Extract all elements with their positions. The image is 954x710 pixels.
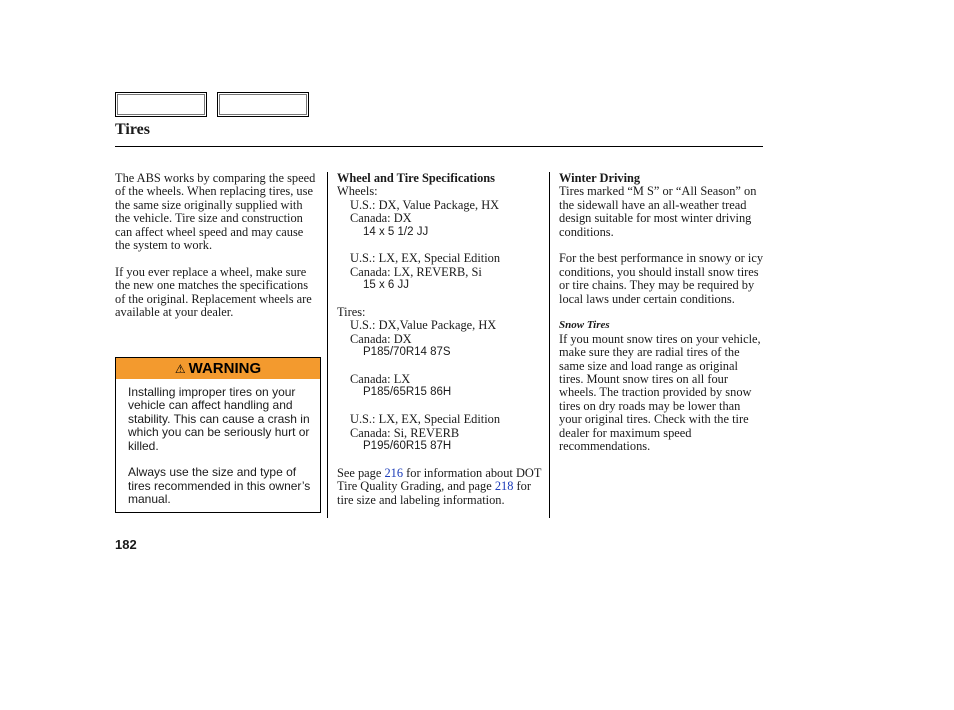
tires-label: Tires: [337, 305, 366, 320]
winter-paragraph-2: For the best performance in snowy or icy conditions, you should install snow tires or tire chains. They may be required by local laws under certain conditions. [559, 251, 764, 306]
column-1 [115, 172, 320, 319]
winter-driving-heading: Winter Driving [559, 171, 641, 185]
nav-button-next[interactable] [217, 92, 309, 117]
wheel-spec-2-model: U.S.: LX, EX, Special Edition [350, 251, 501, 266]
snow-tires-paragraph: If you mount snow tires on your vehicle, make sure they are radial tires of the same size and load range as original tires. Mount snow tires on all four wheels. The traction provided by snow tires on dry roads may be lower than your original tires. Check with the tire dealer for maximum speed recommendations. [559, 331, 761, 454]
wheel-spec-2-size: 15 x 6 JJ [363, 279, 410, 292]
see-prefix: See page [337, 465, 385, 480]
warning-label: WARNING [188, 360, 262, 377]
warning-box [115, 357, 321, 513]
column-divider-2 [549, 172, 550, 518]
tire-spec-2-canada: Canada: LX [350, 372, 411, 387]
tire-spec-1-model: U.S.: DX,Value Package, HX [350, 318, 497, 333]
column-2 [337, 172, 542, 507]
specs-heading: Wheel and Tire Specifications [337, 171, 495, 185]
snow-tires-subheading: Snow Tires [559, 319, 610, 332]
tire-spec-3-size: P195/60R15 87H [363, 440, 452, 453]
warning-paragraph-2: Always use the size and type of tires recommended in this owner’s manual. [128, 465, 311, 507]
winter-paragraph-1: Tires marked “M S” or “All Season” on the sidewall have an all-weather tread design suitable for most winter driving conditions. [559, 184, 757, 239]
column-divider-1 [327, 172, 328, 518]
warning-paragraph-1: Installing improper tires on your vehicle can affect handling and stability. This can cause a crash in which you can be seriously hurt or killed. [128, 385, 310, 453]
tire-spec-1-size: P185/70R14 87S [363, 346, 451, 359]
page-title: Tires [115, 121, 150, 138]
wheel-spec-2-canada: Canada: LX, REVERB, Si [350, 264, 482, 279]
nav-button-previous[interactable] [115, 92, 207, 117]
warning-triangle-icon: ⚠ [174, 361, 186, 376]
warning-text [116, 379, 320, 507]
title-divider [115, 146, 763, 147]
tire-spec-3-model: U.S.: LX, EX, Special Edition [350, 412, 501, 427]
wheel-spec-1-size: 14 x 5 1/2 JJ [363, 225, 429, 238]
tire-spec-3-canada: Canada: Si, REVERB [350, 425, 460, 440]
tire-spec-1-canada: Canada: DX [350, 331, 412, 346]
warning-banner [116, 358, 320, 379]
see-page-paragraph [337, 467, 542, 507]
page-218-link[interactable]: 218 [494, 479, 514, 494]
column-3 [559, 172, 764, 454]
wheel-spec-1-model: U.S.: DX, Value Package, HX [350, 197, 500, 212]
see-mid: for information about DOT Tire Quality Grading, and page [337, 465, 542, 494]
page-number: 182 [115, 537, 137, 552]
page-216-link[interactable]: 216 [384, 465, 404, 480]
wheel-spec-1-canada: Canada: DX [350, 211, 412, 226]
abs-paragraph: The ABS works by comparing the speed of the wheels. When replacing tires, use the same size originally supplied with the vehicle. Tire size and construction can affect wheel speed and may cause the system to work. [115, 171, 316, 253]
wheels-label: Wheels: [337, 184, 378, 199]
wheel-replacement-paragraph: If you ever replace a wheel, make sure the new one matches the specifications of the original. Replacement wheels are available at your dealer. [115, 264, 312, 320]
tire-spec-2-size: P185/65R15 86H [363, 386, 452, 399]
see-suffix: for tire size and labeling information. [337, 479, 531, 507]
